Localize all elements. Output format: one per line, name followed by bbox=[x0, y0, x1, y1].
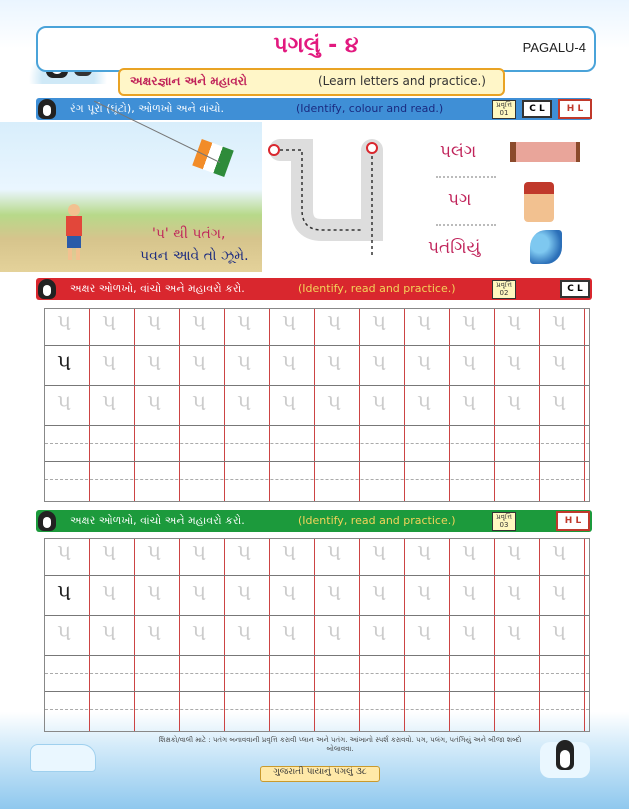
activity-tag: પ્રવૃત્તિ 01 bbox=[492, 100, 516, 119]
page-header bbox=[36, 26, 596, 72]
section3-bar bbox=[36, 510, 592, 532]
penguin-icon bbox=[38, 99, 56, 119]
hl-badge: H L bbox=[556, 511, 590, 531]
rhyme-line-1: 'પ' થી પતંગ, bbox=[152, 226, 226, 242]
legs-icon bbox=[524, 182, 554, 222]
activity-tag: પ્રવૃત્તિ 03 bbox=[492, 512, 516, 531]
teacher-note: શિક્ષકો/વાલી માટે : પતંગ બનાવવાની પ્રવૃત્તિ કરાવી પ્લાન અને પતંગ. આંખાનો સ્પર્શ કરાવવો. પગ, પલંગ, પતંગિયું અને બીજા શબ્દો બોલાવવા. bbox=[158, 736, 522, 753]
subtitle-banner bbox=[118, 68, 505, 96]
trace-row: પ પ પ પ પ પ પ પ પ પ પ પ bbox=[57, 311, 567, 336]
trace-row: પ પ પ પ પ પ પ પ પ પ પ પ bbox=[57, 391, 567, 416]
cl-badge: C L bbox=[560, 280, 590, 298]
kite-scene-illustration bbox=[0, 122, 262, 272]
trace-row: પ પ પ પ પ પ પ પ પ પ પ પ bbox=[57, 541, 567, 566]
bed-icon bbox=[510, 142, 580, 162]
letter-trace-diagram bbox=[262, 130, 392, 272]
penguin-icon bbox=[38, 279, 56, 299]
section1-instruction: રંગ પૂરો (ઘૂંટો), ઓળખો અને વાંચો. bbox=[70, 102, 224, 115]
section1-english: (Identify, colour and read.) bbox=[296, 102, 444, 115]
trace-row: પ પ પ પ પ પ પ પ પ પ પ પ bbox=[57, 581, 567, 606]
section2-instruction: અક્ષર ઓળખો, વાંચો અને મહાવરો કરો. bbox=[70, 282, 245, 295]
activity-tag: પ્રવૃત્તિ 02 bbox=[492, 280, 516, 299]
word-pag: પગ bbox=[448, 190, 472, 210]
word-divider bbox=[436, 224, 496, 226]
penguin-logo-right bbox=[540, 742, 590, 778]
page-title: પગલું - ૪ bbox=[273, 33, 359, 58]
penguin-icon bbox=[38, 511, 56, 531]
model-letter: પ bbox=[57, 351, 72, 376]
trace-row: પ પ પ પ પ પ પ પ પ પ પ પ bbox=[57, 351, 567, 376]
page-code: PAGALU-4 bbox=[522, 40, 586, 55]
book-title-page-number: ગુજરાતી પાયાનું પગલું ૩૮ bbox=[260, 766, 380, 782]
rhyme-line-2: પવન આવે તો ઝૂમે. bbox=[140, 248, 249, 264]
subtitle-english: (Learn letters and practice.) bbox=[318, 74, 486, 88]
section2-english: (Identify, read and practice.) bbox=[298, 282, 456, 295]
section3-instruction: અક્ષર ઓળખો, વાંચો અને મહાવરો કરો. bbox=[70, 514, 245, 527]
section2-bar bbox=[36, 278, 592, 300]
butterfly-icon bbox=[530, 230, 562, 264]
iceberg-left bbox=[30, 744, 96, 772]
word-palang: પલંગ bbox=[440, 142, 477, 162]
subtitle-gujarati: અક્ષરજ્ઞાન અને મહાવરો bbox=[130, 74, 248, 88]
section3-english: (Identify, read and practice.) bbox=[298, 514, 456, 527]
boy-figure bbox=[64, 204, 84, 260]
model-letter: પ bbox=[57, 581, 72, 606]
trace-row: પ પ પ પ પ પ પ પ પ પ પ પ bbox=[57, 621, 567, 646]
practice-grid-2 bbox=[44, 538, 590, 732]
section1-bar bbox=[36, 98, 592, 120]
hl-badge: H L bbox=[558, 99, 592, 119]
cl-badge: C L bbox=[522, 100, 552, 118]
word-divider bbox=[436, 176, 496, 178]
practice-grid-1 bbox=[44, 308, 590, 502]
word-patangiyu: પતંગિયું bbox=[428, 238, 481, 258]
